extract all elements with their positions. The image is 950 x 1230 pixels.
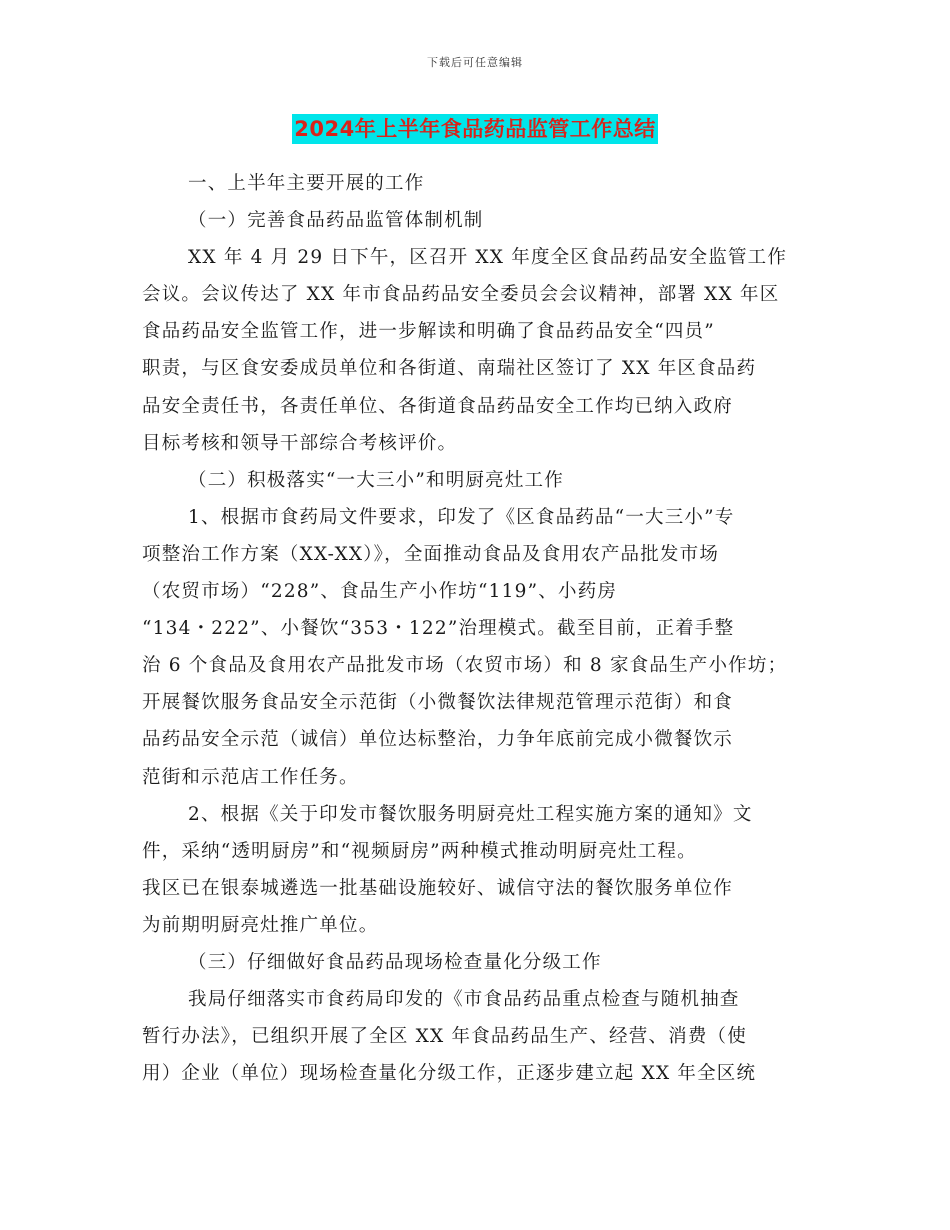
body-line: （农贸市场）“228”、食品生产小作坊“119”、小药房 [142,581,618,603]
document-title: 2024年上半年食品药品监管工作总结 [292,114,657,144]
body-line: 治 6 个食品及食用农产品批发市场（农贸市场）和 8 家食品生产小作坊； [142,655,788,677]
body-line: 职责，与区食安委成员单位和各街道、南瑞社区签订了 XX 年区食品药 [142,358,757,380]
body-line: 开展餐饮服务食品安全示范街（小微餐饮法律规范管理示范街）和食 [142,692,734,714]
body-line: 件，采纳“透明厨房”和“视频厨房”两种模式推动明厨亮灶工程。 [142,840,697,862]
body-line: 目标考核和领导干部综合考核评价。 [142,432,458,454]
body-line: 一、上半年主要开展的工作 [188,173,425,194]
body-line: 品安全责任书，各责任单位、各街道食品药品安全工作均已纳入政府 [142,395,734,417]
body-line: （二）积极落实“一大三小”和明厨亮灶工作 [188,469,564,491]
body-line: “134・222”、小餐饮“353・122”治理模式。截至目前，正着手整 [142,618,735,640]
document-body [142,165,812,1092]
body-line: 暂行办法》，已组织开展了全区 XX 年食品药品生产、经营、消费（使 [142,1026,747,1048]
body-line: 食品药品安全监管工作，进一步解读和明确了食品药品安全“四员” [142,321,715,343]
body-line: （一）完善食品药品监管体制机制 [188,210,484,232]
body-line: 我区已在银泰城遴选一批基础设施较好、诚信守法的餐饮服务单位作 [142,877,734,899]
body-line: 2、根据《关于印发市餐饮服务明厨亮灶工程实施方案的通知》文 [188,803,753,825]
body-line: 范街和示范店工作任务。 [142,766,359,788]
body-line: 会议。会议传达了 XX 年市食品药品安全委员会会议精神，部署 XX 年区 [142,284,780,306]
body-line: XX 年 4 月 29 日下午，区召开 XX 年度全区食品药品安全监管工作 [188,247,788,269]
body-line: （三）仔细做好食品药品现场检查量化分级工作 [188,951,602,973]
body-line: 1、根据市食药局文件要求，印发了《区食品药品“一大三小”专 [188,506,735,528]
body-line: 项整治工作方案（XX-XX）》，全面推动食品及食用农产品批发市场 [142,543,720,565]
body-line: 为前期明厨亮灶推广单位。 [142,914,379,936]
body-line: 用）企业（单位）现场检查量化分级工作，正逐步建立起 XX 年全区统 [142,1063,757,1085]
page-header-note: 下载后可任意编辑 [427,56,523,69]
title-container [0,114,950,144]
body-line: 我局仔细落实市食药局印发的《市食品药品重点检查与随机抽查 [188,989,740,1011]
body-line: 品药品安全示范（诚信）单位达标整治，力争年底前完成小微餐饮示 [142,729,734,751]
